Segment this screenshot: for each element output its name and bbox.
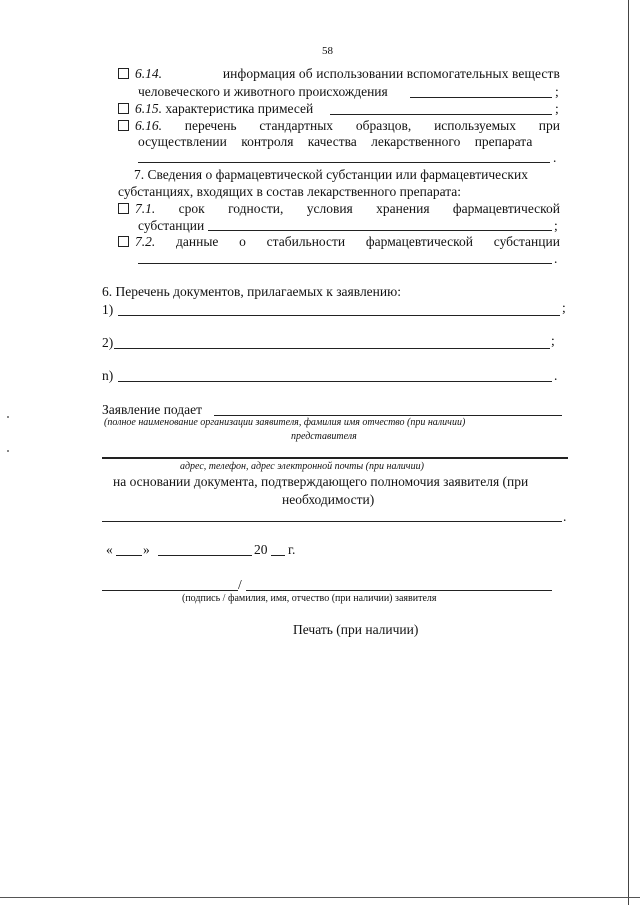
signature-name-field[interactable] [246, 590, 552, 591]
document-row-2-field[interactable] [114, 348, 550, 349]
document-row-1-end: ; [562, 300, 566, 315]
date-day-field[interactable] [116, 555, 142, 556]
applicant-caption-line2: представителя [291, 431, 357, 442]
signature-field[interactable] [102, 590, 238, 591]
page-number: 58 [322, 45, 333, 57]
item-7-1-number: 7.1. [135, 201, 156, 216]
item-6-16-word: при [538, 118, 560, 133]
scan-speck [7, 450, 9, 452]
date-year-prefix: 20 [254, 542, 268, 557]
item-6-16-word: стандартных [259, 118, 334, 133]
item-6-15-text: характеристика примесей [165, 101, 314, 116]
scan-edge-bottom [0, 897, 640, 898]
item-6-14-blank[interactable] [410, 97, 552, 98]
item-6-15-line1 [118, 101, 313, 117]
item-7-2-number: 7.2. [135, 234, 156, 249]
item-7-2-word: данные [176, 234, 219, 249]
checkbox-6-16[interactable] [118, 120, 129, 131]
item-6-16-word: образцов, [355, 118, 412, 133]
document-row-n-end: . [554, 368, 558, 383]
basis-end: . [563, 509, 567, 524]
checkbox-6-14[interactable] [118, 68, 129, 79]
item-6-16-word: перечень [184, 118, 237, 133]
document-row-n-field[interactable] [118, 381, 552, 382]
applicant-label: Заявление подает [102, 402, 203, 417]
item-7-1-line1 [118, 201, 560, 217]
item-6-16-number: 6.16. [135, 118, 162, 133]
item-6-15-blank[interactable] [330, 114, 552, 115]
checkbox-6-15[interactable] [118, 103, 129, 114]
section-7-line2: субстанциях, входящих в состав лекарственного препарата: [118, 184, 462, 199]
item-7-1-word: годности, [228, 201, 284, 216]
item-6-14-head [118, 66, 162, 82]
date-close-quote: » [143, 542, 150, 557]
applicant-caption-line1: (полное наименование организации заявителя, фамилия имя отчество (при наличии) [104, 417, 466, 428]
item-7-1-word: хранения [376, 201, 430, 216]
documents-heading: 6. Перечень документов, прилагаемых к заявлению: [102, 284, 401, 299]
item-6-16-line2 [138, 134, 560, 150]
item-6-16-blank[interactable] [138, 162, 550, 163]
item-6-14-line1 [118, 66, 560, 82]
document-row-1-field[interactable] [118, 315, 560, 316]
item-7-1-head [118, 201, 155, 217]
date-month-field[interactable] [158, 555, 252, 556]
document-row-n-label: n) [102, 368, 114, 383]
applicant-field[interactable] [214, 415, 562, 416]
document-row-2-end: ; [551, 333, 555, 348]
item-7-2-line1 [118, 234, 560, 250]
basis-line2: необходимости) [282, 492, 375, 507]
item-7-1-word: условия [306, 201, 353, 216]
item-6-15-end: ; [555, 101, 559, 116]
address-field[interactable] [102, 457, 568, 459]
address-caption: адрес, телефон, адрес электронной почты (при наличии) [180, 461, 424, 472]
checkbox-7-2[interactable] [118, 236, 129, 247]
item-6-16-end: . [553, 150, 557, 165]
item-7-2-word: стабильности [266, 234, 346, 249]
basis-field[interactable] [102, 521, 562, 522]
scan-edge-right [628, 0, 629, 905]
item-7-1-word: фармацевтической [452, 201, 560, 216]
scan-speck [7, 416, 9, 418]
stamp-label: Печать (при наличии) [293, 622, 419, 637]
item-7-2-word: о [239, 234, 246, 249]
section-7-line1: 7. Сведения о фармацевтической субстанции или фармацевтических [134, 167, 528, 182]
item-7-1-word: срок [178, 201, 205, 216]
item-7-1-line2: субстанции [138, 218, 205, 233]
item-6-14-number: 6.14. [135, 66, 162, 81]
item-7-2-word: фармацевтической [365, 234, 473, 249]
item-6-14-line2: человеческого и животного происхождения [138, 84, 388, 99]
signature-caption: (подпись / фамилия, имя, отчество (при наличии) заявителя [182, 593, 437, 604]
checkbox-7-1[interactable] [118, 203, 129, 214]
item-6-15-number: 6.15. [135, 101, 162, 116]
item-7-1-blank[interactable] [208, 230, 552, 231]
item-6-16-head [118, 118, 162, 134]
item-6-16-text2: осуществлении контроля качества лекарственного препарата [138, 134, 533, 149]
document-row-2-label: 2) [102, 335, 114, 350]
item-7-2-blank[interactable] [138, 263, 552, 264]
date-year-field[interactable] [271, 555, 285, 556]
item-7-2-word: субстанции [493, 234, 560, 249]
document-row-1-label: 1) [102, 302, 114, 317]
signature-separator: / [238, 577, 242, 592]
item-7-1-end: ; [554, 218, 558, 233]
item-6-14-text: информация об использовании вспомогательных веществ [222, 66, 560, 81]
date-open-quote: « [106, 542, 113, 557]
item-7-2-end: . [554, 251, 558, 266]
item-6-16-word: используемых [434, 118, 516, 133]
item-6-14-end: ; [555, 84, 559, 99]
item-6-16-line1 [118, 118, 560, 134]
item-7-2-head [118, 234, 155, 250]
date-year-suffix: г. [288, 542, 296, 557]
basis-line1: на основании документа, подтверждающего полномочия заявителя (при [113, 474, 529, 489]
